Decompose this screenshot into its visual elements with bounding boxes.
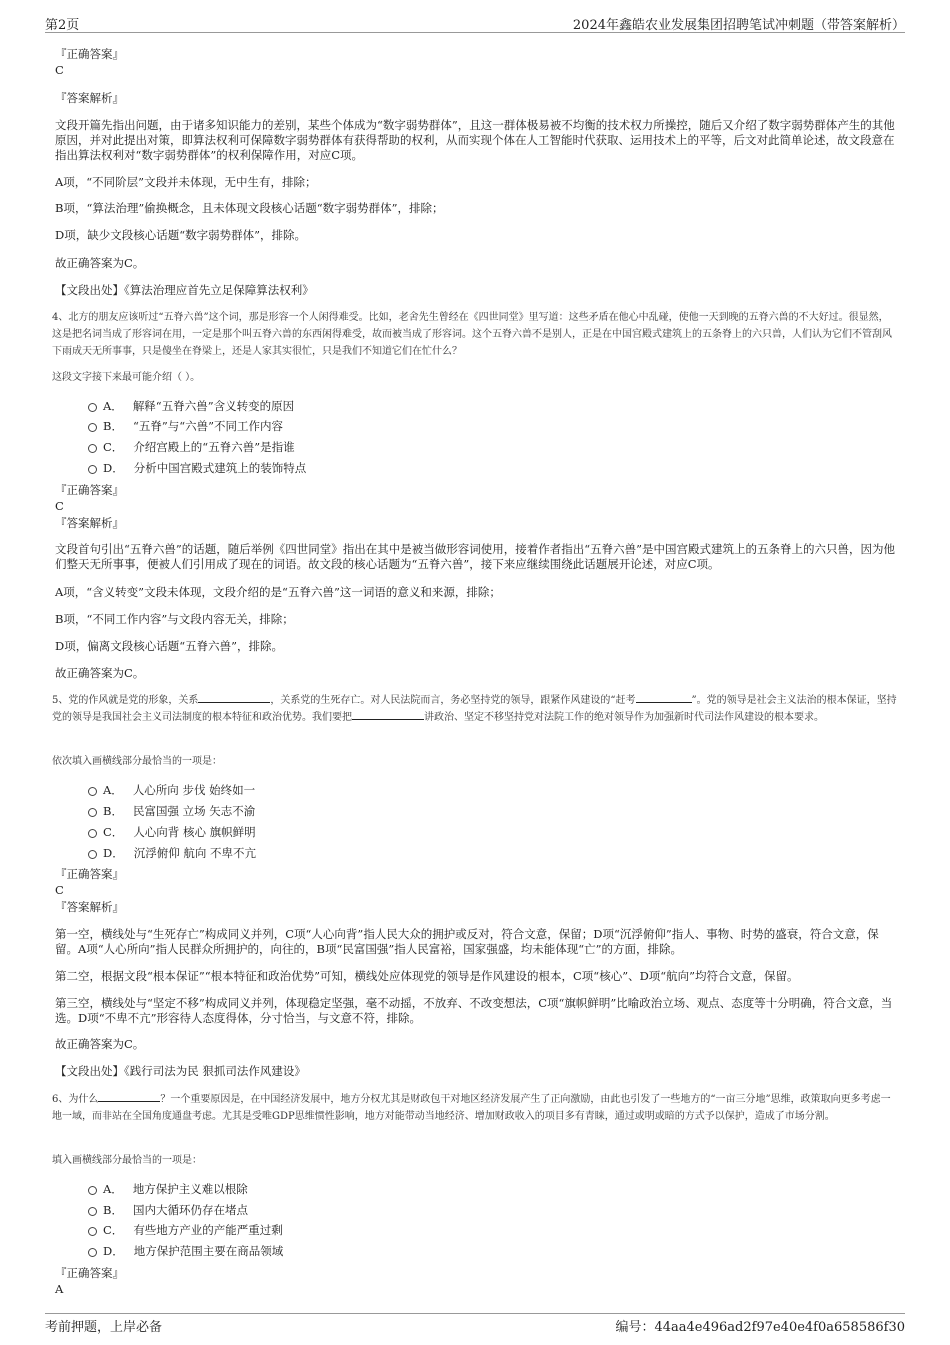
source-citation: 【文段出处】《践行司法为民 狠抓司法作风建设》 bbox=[55, 1064, 306, 1078]
question-6-text: 6、为什么 ？一个重要原因是，在中国经济发展中，地方分权尤其是财政包干对地区经济发展产生了正向激励，由此也引发了一些地方的“一亩三分地”思维，政策取向更多考虑一地一域，而非站在全国角度通盘考虑。尤其是受唯GDP思维惯性影响，地方对能带动当地经济、增加财政收入的项目多有青睐，通过或明或暗的方式予以保护，造成了市场分割。 bbox=[52, 1091, 897, 1125]
option-b[interactable]: B． “五脊”与“六兽”不同工作内容 bbox=[88, 418, 283, 434]
radio-icon[interactable] bbox=[88, 787, 97, 796]
page-number: 第2页 bbox=[45, 18, 80, 33]
analysis-paragraph: 第二空，根据文段“根本保证”“根本特征和政治优势”可知，横线处应体现党的领导是作风建设的根本，C项“核心”、D项“航向”均符合文意，保留。 bbox=[55, 969, 799, 983]
analysis-paragraph: 文段首句引出“五脊六兽”的话题，随后举例《四世同堂》指出在其中是被当做形容词使用，接着作者指出“五脊六兽”是中国宫殿式建筑上的五条脊上的六只兽，因为他们整天无所事事，便被人们引用成了现在的词语。故文段的核心话题为“五脊六兽”，接下来应继续围绕此话题展开论述，对应C项。 bbox=[55, 542, 896, 571]
option-d[interactable]: D． 分析中国宫殿式建筑上的装饰特点 bbox=[88, 460, 306, 476]
option-c[interactable]: C． 人心向背 核心 旗帜鲜明 bbox=[88, 824, 256, 840]
option-a[interactable]: A． 人心所向 步伐 始终如一 bbox=[88, 782, 255, 798]
document-id: 编号：44aa4e496ad2f97e40e4f0a658586f30 bbox=[615, 1320, 905, 1335]
radio-icon[interactable] bbox=[88, 444, 97, 453]
analysis-paragraph: 第一空，横线处与“生死存亡”构成同义并列，C项“人心向背”指人民大众的拥护或反对，符合文意，保留；D项“沉浮俯仰”指人、事物、时势的盛衰，符合文意，保留。A项“人心所向”指人民群众所拥护的，向往的，B项“民富国强”指人民富裕，国家强盛，均未能体现“亡”的方面，排除。 bbox=[55, 927, 879, 956]
question-5-prompt: 依次填入画横线部分最恰当的一项是： bbox=[52, 756, 222, 767]
correct-answer-value: C bbox=[55, 499, 64, 513]
question-5-text: 5、党的作风就是党的形象，关系 ，关系党的生死存亡。对人民法院而言，务必坚持党的领导，跟紧作风建设的“赶考 ”。党的领导是社会主义法治的根本保证，坚持党的领导是我国社会主义司法制度的根本特征和政治优势。我们要把 讲政治、坚定不移坚持党对法院工作的绝对领导作为加强新时代司法作风建设的根本要求。 bbox=[52, 692, 897, 726]
correct-answer-label: 『正确答案』 bbox=[55, 47, 124, 61]
analysis-label: 『答案解析』 bbox=[55, 516, 124, 530]
question-4-text: 4、北方的朋友应该听过“五脊六兽”这个词，那是形容一个人闲得难受。比如，老舍先生曾经在《四世同堂》里写道：这些矛盾在他心中乱碰，使他一天到晚的五脊六兽的不大好过。很显然，这是把名词当成了形容词在用，一定是那个叫五脊六兽的东西闲得难受，故而被当成了形容词。这个五脊六兽不是别人，正是在中国宫殿式建筑上的五条脊上的六只兽，人们认为它们不管刮风下雨成天无所事事，只是傻坐在脊梁上，还是人家其实很忙，只是我们不知道它们在忙什么？ bbox=[52, 312, 892, 357]
radio-icon[interactable] bbox=[88, 465, 97, 474]
question-4-prompt: 这段文字接下来最可能介绍（ ）。 bbox=[52, 372, 201, 383]
radio-icon[interactable] bbox=[88, 1227, 97, 1236]
analysis-conclusion: 故正确答案为C。 bbox=[55, 666, 145, 680]
analysis-paragraph: 文段开篇先指出问题，由于诸多知识能力的差别，某些个体成为“数字弱势群体”，且这一群体极易被不均衡的技术权力所操控，随后又介绍了数字弱势群体产生的其他原因，并对此提出对策，即算法权利可保障数字弱势群体有获得帮助的权利，从而实现个体在人工智能时代获取、运用技术上的平等，后文对此简单论述，故文段意在指出算法权利对“数字弱势群体”的权利保障作用，对应C项。 bbox=[55, 118, 895, 162]
option-b[interactable]: B． 国内大循环仍存在堵点 bbox=[88, 1202, 248, 1218]
correct-answer-label: 『正确答案』 bbox=[55, 483, 124, 497]
option-a[interactable]: A． 解释“五脊六兽”含义转变的原因 bbox=[88, 398, 294, 414]
correct-answer-value: C bbox=[55, 63, 64, 77]
analysis-conclusion: 故正确答案为C。 bbox=[55, 1037, 145, 1051]
analysis-paragraph: A项，“不同阶层”文段并未体现，无中生有，排除； bbox=[55, 175, 317, 189]
fill-blank bbox=[98, 1091, 160, 1102]
radio-icon[interactable] bbox=[88, 808, 97, 817]
radio-icon[interactable] bbox=[88, 423, 97, 432]
correct-answer-value: A bbox=[55, 1282, 64, 1296]
question-6-prompt: 填入画横线部分最恰当的一项是： bbox=[52, 1155, 202, 1166]
analysis-conclusion: 故正确答案为C。 bbox=[55, 256, 145, 270]
analysis-paragraph: 第三空，横线处与“坚定不移”构成同义并列，体现稳定坚强，毫不动摇，不放弃、不改变想法，C项“旗帜鲜明”比喻政治立场、观点、态度等十分明确，符合文意，当选。D项“不卑不亢”形容待人态度得体，分寸恰当，与文意不符，排除。 bbox=[55, 996, 893, 1025]
analysis-paragraph: D项，偏离文段核心话题“五脊六兽”，排除。 bbox=[55, 639, 283, 653]
correct-answer-label: 『正确答案』 bbox=[55, 1266, 124, 1280]
correct-answer-value: C bbox=[55, 883, 64, 897]
footer-slogan: 考前押题，上岸必备 bbox=[45, 1320, 163, 1335]
analysis-paragraph: A项，“含义转变”文段未体现，文段介绍的是“五脊六兽”这一词语的意义和来源，排除； bbox=[55, 585, 501, 599]
radio-icon[interactable] bbox=[88, 1207, 97, 1216]
analysis-label: 『答案解析』 bbox=[55, 91, 124, 105]
radio-icon[interactable] bbox=[88, 1186, 97, 1195]
radio-icon[interactable] bbox=[88, 1248, 97, 1257]
correct-answer-label: 『正确答案』 bbox=[55, 867, 124, 881]
page-footer bbox=[45, 1313, 905, 1336]
document-title: 2024年鑫皓农业发展集团招聘笔试冲刺题（带答案解析） bbox=[572, 18, 905, 33]
option-d[interactable]: D． 沉浮俯仰 航向 不卑不亢 bbox=[88, 845, 256, 861]
option-c[interactable]: C． 介绍宫殿上的“五脊六兽”是指谁 bbox=[88, 439, 295, 455]
analysis-label: 『答案解析』 bbox=[55, 900, 124, 914]
fill-blank bbox=[352, 709, 424, 720]
page-header bbox=[45, 12, 905, 33]
fill-blank bbox=[198, 692, 270, 703]
option-c[interactable]: C． 有些地方产业的产能严重过剩 bbox=[88, 1222, 283, 1238]
analysis-paragraph: B项，“不同工作内容”与文段内容无关，排除； bbox=[55, 612, 294, 626]
option-b[interactable]: B． 民富国强 立场 矢志不渝 bbox=[88, 803, 255, 819]
radio-icon[interactable] bbox=[88, 829, 97, 838]
option-d[interactable]: D． 地方保护范围主要在商品领域 bbox=[88, 1243, 283, 1259]
source-citation: 【文段出处】《算法治理应首先立足保障算法权利》 bbox=[55, 283, 314, 297]
analysis-paragraph: B项，“算法治理”偷换概念，且未体现文段核心话题“数字弱势群体”，排除； bbox=[55, 201, 444, 215]
radio-icon[interactable] bbox=[88, 850, 97, 859]
analysis-paragraph: D项，缺少文段核心话题“数字弱势群体”，排除。 bbox=[55, 228, 306, 242]
option-a[interactable]: A． 地方保护主义难以根除 bbox=[88, 1181, 248, 1197]
fill-blank bbox=[636, 692, 692, 703]
radio-icon[interactable] bbox=[88, 403, 97, 412]
